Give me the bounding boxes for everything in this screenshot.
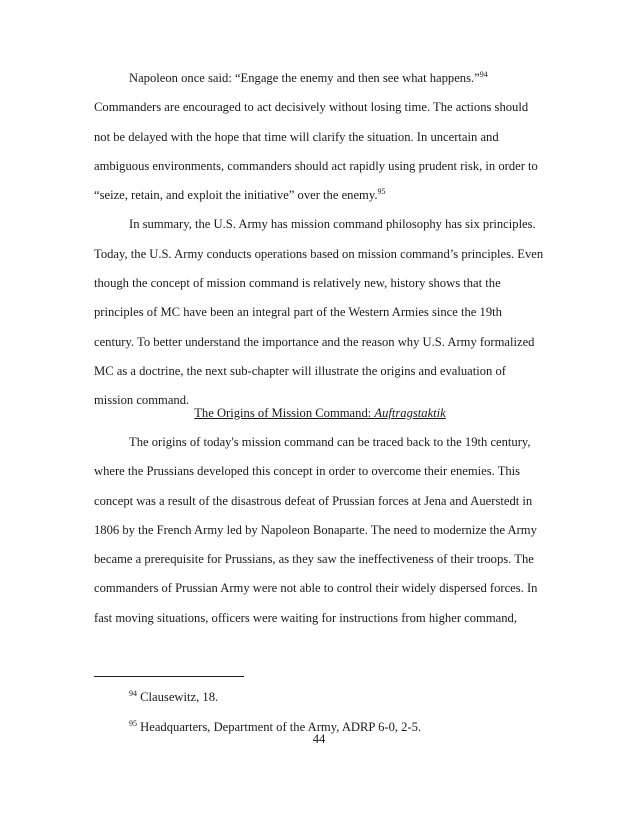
text-line: principles of MC have been an integral part of the Western Armies since the 19th bbox=[94, 305, 502, 320]
text-line: 1806 by the French Army led by Napoleon Bonaparte. The need to modernize the Army bbox=[94, 522, 537, 537]
body-text-block-2 bbox=[94, 428, 546, 633]
text-line: fast moving situations, officers were waiting for instructions from higher command, bbox=[94, 610, 517, 625]
text-line: century. To better understand the importance and the reason why U.S. Army formalized bbox=[94, 334, 535, 349]
text-line: where the Prussians developed this concept in order to overcome their enemies. This bbox=[94, 464, 521, 479]
footnote-number: 94 bbox=[129, 688, 137, 698]
text-line: The origins of today's mission command can be traced back to the 19th century, bbox=[129, 435, 531, 449]
footnote-number: 95 bbox=[129, 718, 137, 728]
text-line: mission command. bbox=[94, 393, 190, 408]
footnote: $^{95}$ Headquarters, Department of the Army, ADRP 6-0, 2-5. bbox=[129, 718, 422, 734]
text-line: though the concept of mission command is relatively new, history shows that the bbox=[94, 276, 501, 291]
text-line: Napoleon once said: “Engage the enemy and then see what happens.”$^{94}$ bbox=[129, 69, 488, 85]
section-heading-italic: Auftragstaktik bbox=[374, 406, 446, 420]
text-line: became a prerequisite for Prussians, as they saw the ineffectiveness of their troops. The bbox=[94, 552, 534, 567]
footnote: $^{94}$ Clausewitz, 18. bbox=[129, 688, 219, 704]
section-heading: The Origins of Mission Command: Auftragstaktik bbox=[194, 406, 446, 420]
text-line: ambiguous environments, commanders should act rapidly using prudent risk, in order to bbox=[94, 158, 538, 173]
footnote-reference: 95 bbox=[377, 187, 386, 196]
text-line: In summary, the U.S. Army has mission command philosophy has six principles. bbox=[129, 217, 536, 232]
text-line: Commanders are encouraged to act decisively without losing time. The actions should bbox=[94, 100, 529, 115]
text-line: “seize, retain, and exploit the initiative” over the enemy.$^{95}$ bbox=[94, 187, 386, 203]
body-text-block-1 bbox=[94, 64, 546, 416]
text-line: commanders of Prussian Army were not able to control their widely dispersed forces. In bbox=[94, 581, 538, 596]
footnote-divider bbox=[94, 676, 244, 677]
text-line: Today, the U.S. Army conducts operations based on mission command’s principles. Even bbox=[94, 246, 544, 261]
footnote-reference: 94 bbox=[479, 69, 488, 79]
text-line: not be delayed with the hope that time will clarify the situation. In uncertain and bbox=[94, 129, 499, 144]
text-line: MC as a doctrine, the next sub-chapter will illustrate the origins and evaluation of bbox=[94, 363, 506, 378]
page-number: 44 bbox=[312, 732, 326, 746]
text-line: concept was a result of the disastrous defeat of Prussian forces at Jena and Auerstedt in bbox=[94, 493, 533, 508]
